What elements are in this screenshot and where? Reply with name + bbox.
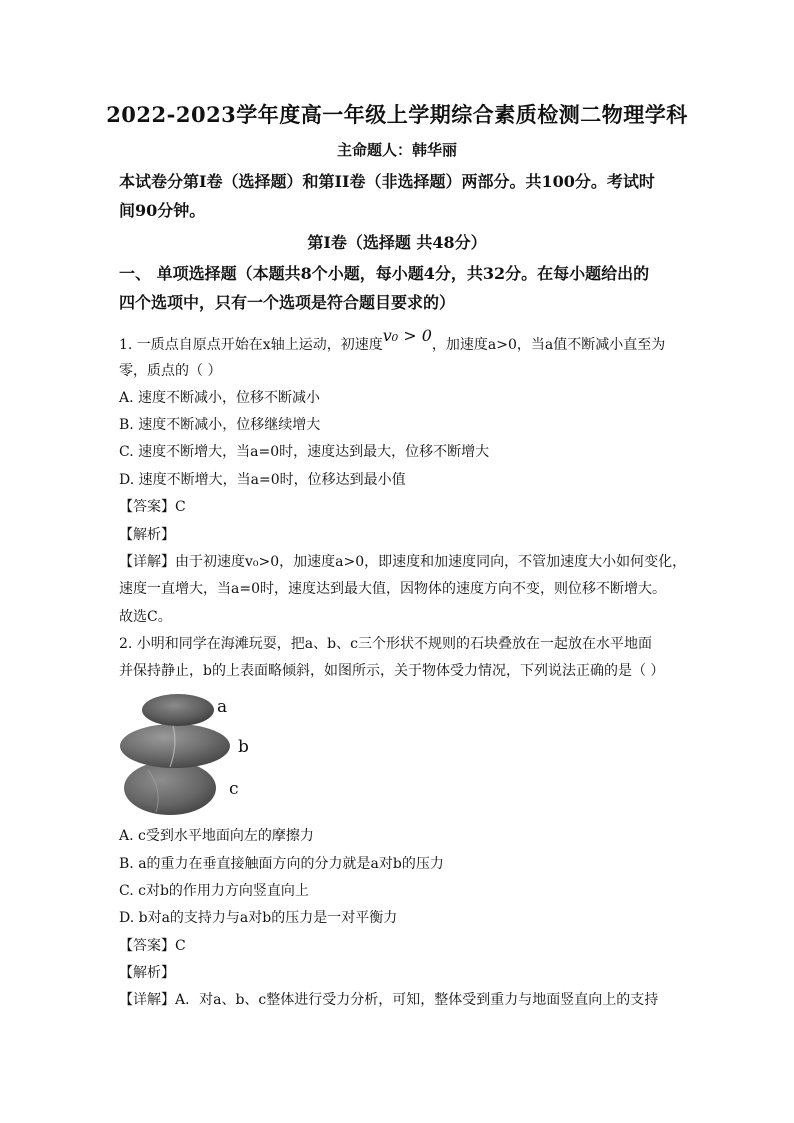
q1-option-c: C. 速度不断增大，当a=0时，速度达到最大，位移不断增大 (119, 444, 490, 460)
section-title: 第I卷（选择题 共48分） (307, 233, 487, 252)
q1-detail-line-3: 故选C。 (119, 609, 172, 625)
q1-stem-text-b: ，加速度a>0，当a值不断减小直至为 (431, 337, 666, 353)
q2-option-d: D. b对a的支持力与a对b的压力是一对平衡力 (119, 910, 398, 926)
q2-analysis-label: 【解析】 (119, 965, 175, 981)
q1-option-b: B. 速度不断减小，位移继续增大 (119, 417, 321, 433)
q2-option-b: B. a的重力在垂直接触面方向的分力就是a对b的压力 (119, 856, 444, 872)
q2-option-c: C. c对b的作用力方向竖直向上 (119, 883, 309, 899)
q2-stem-line-1: 2. 小明和同学在海滩玩耍，把a、b、c三个形状不规则的石块叠放在一起放在水平地面 (119, 636, 652, 652)
figure-label-b: b (238, 737, 249, 757)
author-line: 主命题人：韩华丽 (336, 141, 457, 159)
q1-stem-line-2: 零，质点的（ ） (119, 363, 222, 379)
intro-line-2: 间90分钟。 (119, 201, 206, 220)
q1-option-d: D. 速度不断增大，当a=0时，位移达到最小值 (119, 472, 406, 488)
figure-label-c: c (229, 779, 239, 799)
part-heading-line-2: 四个选项中，只有一个选项是符合题目要求的） (119, 293, 456, 312)
q1-option-a: A. 速度不断减小，位移不断减小 (119, 390, 321, 406)
q1-stem-line-1 (119, 326, 666, 354)
q2-stem-line-2: 并保持静止，b的上表面略倾斜，如图所示，关于物体受力情况，下列说法正确的是（ ） (119, 663, 665, 679)
q1-detail-line-2: 速度一直增大，当a=0时，速度达到最大值，因物体的速度方向不变，则位移不断增大。 (119, 581, 666, 597)
q1-detail-line-1: 【详解】由于初速度v₀>0，加速度a>0，即速度和加速度同向，不管加速度大小如何变化， (119, 554, 687, 570)
stone-c (124, 761, 216, 815)
q1-analysis-label: 【解析】 (119, 527, 175, 543)
intro-line-1: 本试卷分第I卷（选择题）和第II卷（非选择题）两部分。共100分。考试时 (119, 172, 655, 191)
q2-detail-line-1: 【详解】A．对a、b、c整体进行受力分析，可知，整体受到重力与地面竖直向上的支持 (119, 992, 659, 1008)
q1-stem-text: 1. 一质点自原点开始在x轴上运动，初速度 (119, 337, 383, 353)
stone-a (142, 694, 214, 726)
q2-answer: 【答案】C (119, 938, 186, 954)
q1-v0-formula: v₀ > 0 (382, 326, 432, 345)
q2-option-a: A. c受到水平地面向左的摩擦力 (119, 828, 314, 844)
page-title: 2022-2023学年度高一年级上学期综合素质检测二物理学科 (106, 102, 688, 127)
figure-label-a: a (217, 697, 228, 717)
q1-answer: 【答案】C (119, 499, 186, 515)
part-heading-line-1: 一、 单项选择题（本题共8个小题，每小题4分，共32分。在每小题给出的 (119, 264, 650, 283)
